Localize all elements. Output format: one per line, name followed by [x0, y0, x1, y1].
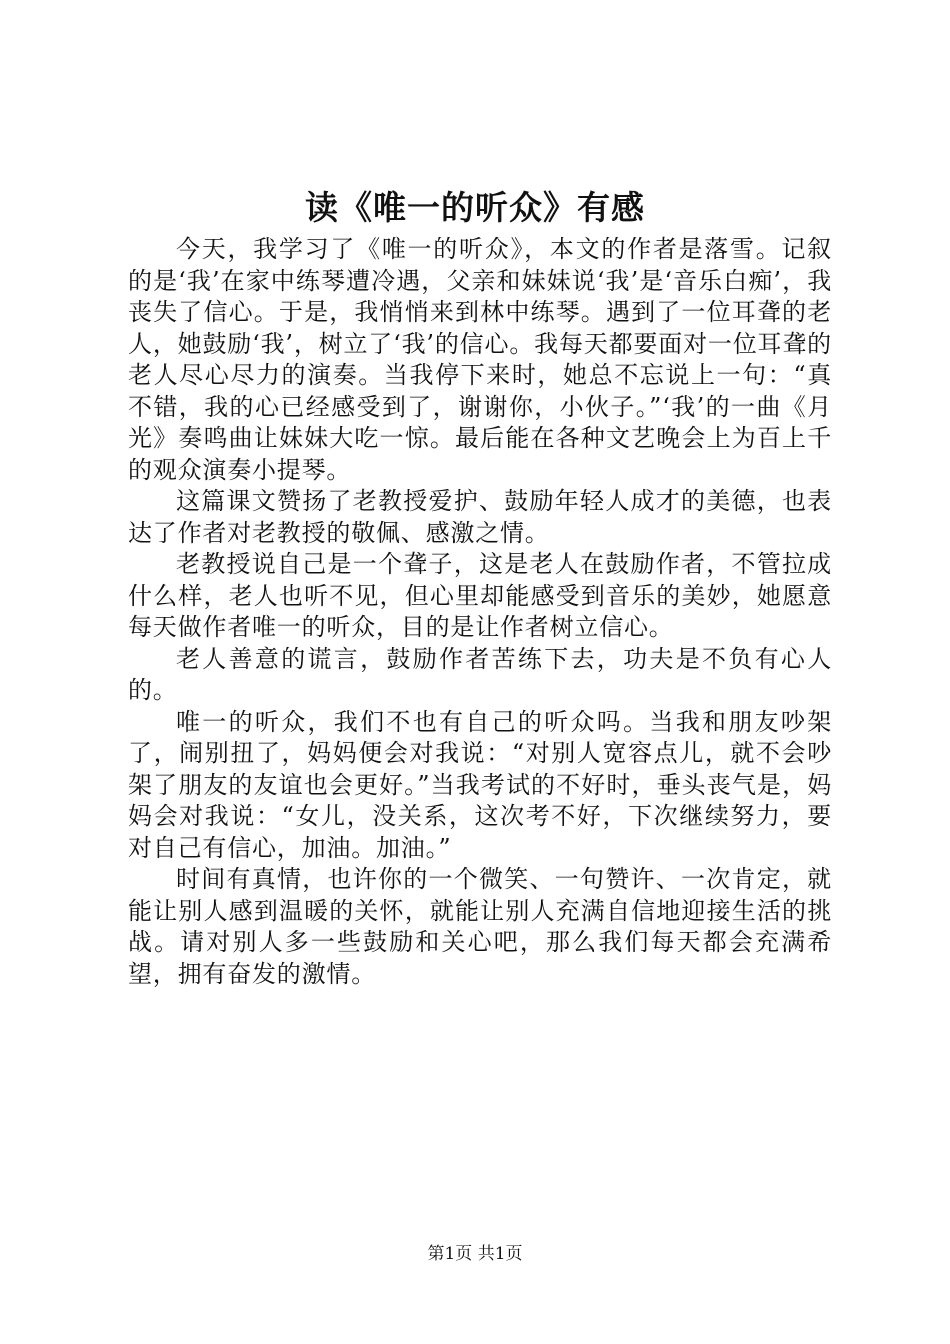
paragraph: 今天，我学习了《唯一的听众》，本文的作者是落雪。记叙的是‘我’在家中练琴遭冷遇，父亲和妹妹说‘我’是‘音乐白痴’，我丧失了信心。于是，我悄悄来到林中练琴。遇到了一位耳聋的老人，她鼓励‘我’，树立了‘我’的信心。我每天都要面对一位耳聋的老人尽心尽力的演奏。当我停下来时，她总不忘说上一句：“真不错，我的心已经感受到了，谢谢你，小伙子。”‘我’的一曲《月光》奏鸣曲让妹妹大吃一惊。最后能在各种文艺晚会上为百上千的观众演奏小提琴。	[128, 235, 832, 484]
document-body	[128, 234, 832, 990]
paragraph: 老教授说自己是一个聋子，这是老人在鼓励作者，不管拉成什么样，老人也听不见，但心里却能感受到音乐的美妙，她愿意每天做作者唯一的听众，目的是让作者树立信心。	[128, 550, 832, 641]
document-title: 读《唯一的听众》有感	[305, 188, 645, 227]
paragraph: 老人善意的谎言，鼓励作者苦练下去，功夫是不负有心人的。	[128, 644, 832, 704]
page-number-footer: 第1页 共1页	[427, 1244, 523, 1264]
paragraph: 这篇课文赞扬了老教授爱护、鼓励年轻人成才的美德，也表达了作者对老教授的敬佩、感激之情。	[128, 487, 832, 547]
paragraph: 唯一的听众，我们不也有自己的听众吗。当我和朋友吵架了，闹别扭了，妈妈便会对我说：“对别人宽容点儿，就不会吵架了朋友的友谊也会更好。”当我考试的不好时，垂头丧气是，妈妈会对我说：“女儿，没关系，这次考不好，下次继续努力，要对自己有信心，加油。加油。”	[128, 707, 832, 862]
paragraph: 时间有真情，也许你的一个微笑、一句赞许、一次肯定，就能让别人感到温暖的关怀，就能让别人充满自信地迎接生活的挑战。请对别人多一些鼓励和关心吧，那么我们每天都会充满希望，拥有奋发的激情。	[128, 865, 832, 988]
